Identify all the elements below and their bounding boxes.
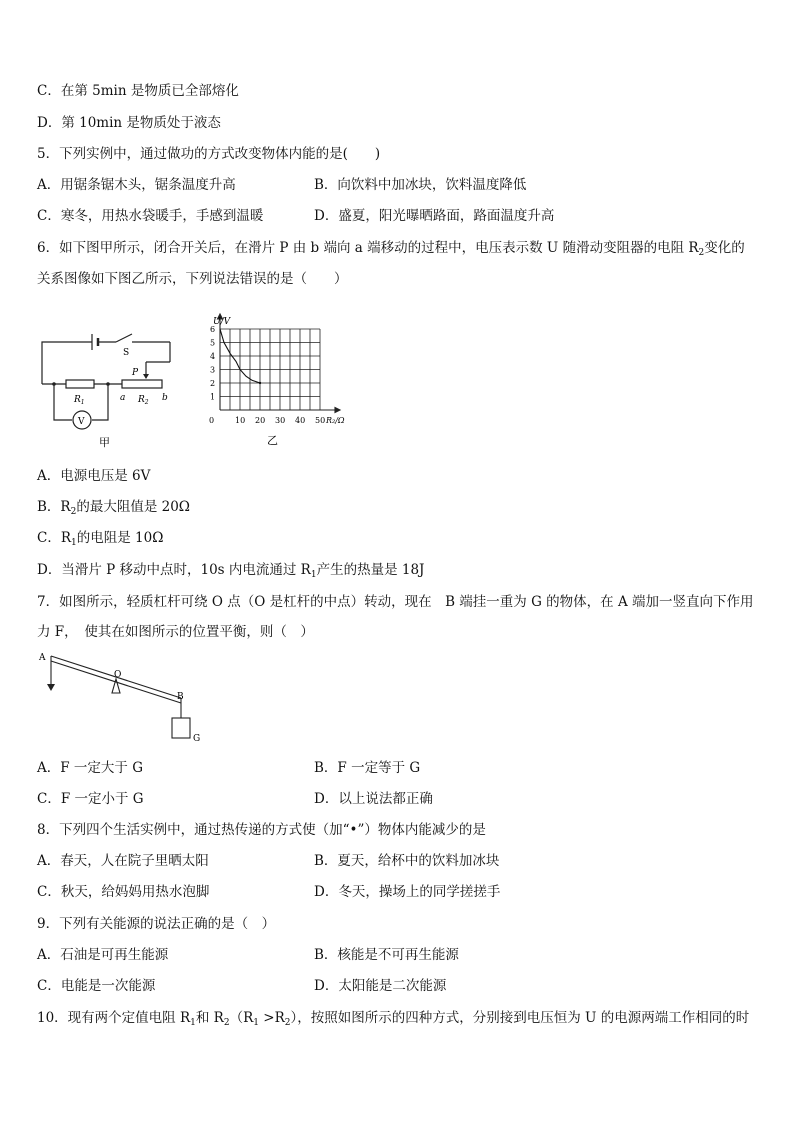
y-tick-label: 3 — [210, 365, 216, 375]
weight-label-g: G — [193, 734, 201, 744]
question-8: 8．下列四个生活实例中，通过热传递的方式使（加“•”）物体内能减少的是 — [37, 822, 486, 838]
q5-option-c: C．寒冬，用热水袋暖手，手感到温暖 — [37, 208, 264, 224]
x-tick-label: 10 — [235, 416, 246, 425]
question-6-line2: 关系图像如下图乙所示，下列说法错误的是（ ） — [37, 271, 348, 287]
q6-option-c: C．$R_1$的电阻是 10Ω — [37, 530, 164, 548]
q8-option-c: C．秋天，给妈妈用热水泡脚 — [37, 884, 210, 900]
y-tick-label: 6 — [210, 325, 216, 334]
q8-option-b: B．夏天，给杯中的饮料加冰块 — [314, 853, 500, 869]
x-axis-arrow — [335, 408, 340, 413]
x-tick-label: 50 — [315, 416, 326, 425]
question-5: 5．下列实例中，通过做功的方式改变物体内能的是( ) — [37, 146, 381, 162]
q5-option-b: B．向饮料中加冰块，饮料温度降低 — [314, 177, 527, 193]
q5-option-a: A．用锯条锯木头，锯条温度升高 — [37, 177, 236, 193]
lever-point-a: A — [39, 653, 46, 663]
q7-option-a: A．F 一定大于 G — [37, 760, 143, 776]
figure-yi-caption: 乙 — [267, 434, 278, 447]
q9-option-a: A．石油是可再生能源 — [37, 947, 169, 963]
curve-end-point — [259, 382, 261, 384]
lever-point-b: B — [177, 692, 184, 702]
y-tick-label: 2 — [210, 379, 216, 388]
q7-option-c: C．F 一定小于 G — [37, 791, 144, 807]
r1-label: $R_1$ — [74, 395, 85, 406]
y-tick-label: 5 — [210, 338, 216, 348]
question-10: 10．现有两个定值电阻 $R_1$和 $R_2(R_1 >R_2)$，按照如图所示的四种方式，分别接到电压恒为 U 的电源两端工作相同的时 — [37, 1010, 750, 1028]
question-7-line1: 7．如图所示，轻质杠杆可绕 O 点（O 是杠杆的中点）转动，现在 B 端挂一重为 G 的物体，在 A 端加一竖直向下作用 — [37, 594, 754, 610]
q6-option-d: D．当滑片 P 移动中点时，10s 内电流通过 $R_1$产生的热量是 18J — [37, 562, 425, 580]
y-tick-label: 1 — [210, 392, 216, 402]
switch-label: S — [123, 348, 130, 358]
origin-label: 0 — [209, 416, 215, 425]
y-axis-label: U/V — [213, 317, 231, 327]
option-d-prev: D．第 10min 是物质处于液态 — [37, 115, 221, 131]
x-tick-label: 20 — [255, 416, 266, 425]
lever-diagram — [36, 648, 206, 748]
question-9: 9．下列有关能源的说法正确的是（ ） — [37, 916, 276, 932]
q8-option-a: A．春天，人在院子里晒太阳 — [37, 853, 209, 869]
y-tick-label: 4 — [210, 352, 216, 361]
q7-option-b: B．F 一定等于 G — [314, 760, 421, 776]
x-tick-label: 40 — [295, 416, 306, 425]
x-tick-label: 30 — [275, 416, 286, 425]
q9-option-c: C．电能是一次能源 — [37, 978, 156, 994]
q8-option-d: D．冬天，操场上的同学搓搓手 — [314, 884, 501, 900]
q7-option-d: D．以上说法都正确 — [314, 791, 433, 807]
question-7-line2: 力 F， 使其在如图所示的位置平衡，则（ ） — [37, 624, 314, 640]
lever-point-o: O — [114, 670, 122, 680]
terminal-a-label: a — [120, 393, 126, 403]
figure-jia-caption: 甲 — [99, 436, 110, 449]
circuit-diagram — [34, 322, 184, 452]
q6-option-b: B．$R_2$的最大阻值是 20Ω — [37, 499, 190, 517]
slider-label: P — [132, 368, 139, 378]
u-r2-graph — [200, 310, 360, 450]
q9-option-d: D．太阳能是二次能源 — [314, 978, 447, 994]
r2-label: $R_2$ — [138, 395, 149, 406]
q5-option-d: D．盛夏，阳光曝晒路面，路面温度升高 — [314, 208, 555, 224]
question-6-line1: 6．如下图甲所示，闭合开关后，在滑片 P 由 b 端向 a 端移动的过程中，电压表示数 U 随滑动变阻器的电阻 $R_2$变化的 — [37, 240, 745, 258]
q6-option-a: A．电源电压是 6V — [37, 468, 151, 484]
q9-option-b: B．核能是不可再生能源 — [314, 947, 459, 963]
terminal-b-label: b — [162, 393, 168, 403]
x-axis-label: R₂/Ω — [326, 416, 345, 425]
option-c-prev: C．在第 5min 是物质已全部熔化 — [37, 83, 239, 99]
voltmeter-label: V — [78, 417, 85, 427]
